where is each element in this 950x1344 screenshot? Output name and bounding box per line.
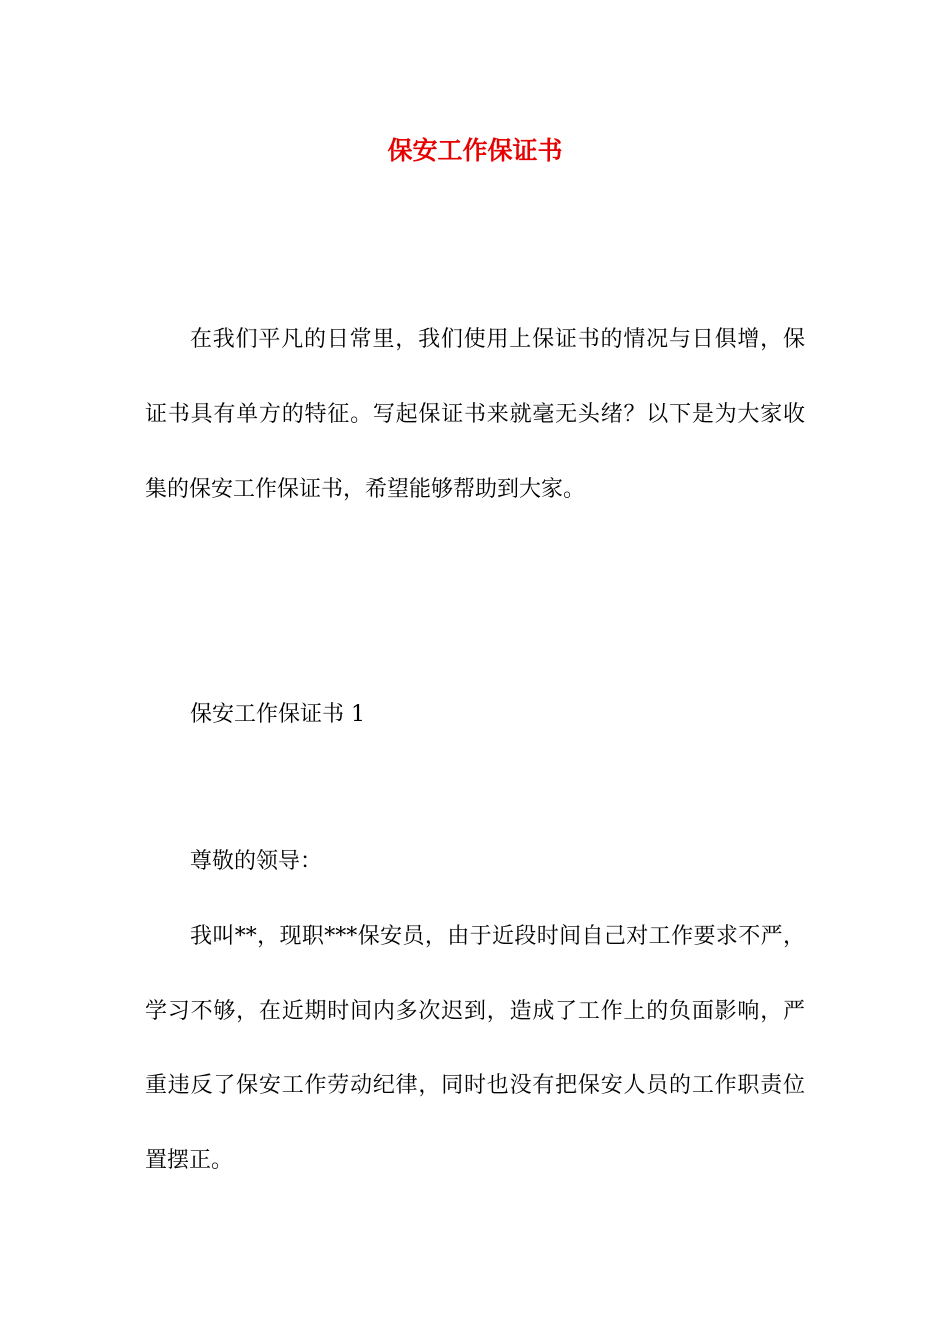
body-line-4: 置摆正。 [145, 1148, 234, 1173]
body-line-1: 我叫**，现职***保安员，由于近段时间自己对工作要求不严， [190, 924, 805, 949]
intro-line-3: 集的保安工作保证书，希望能够帮助到大家。 [145, 477, 586, 502]
salutation: 尊敬的领导： [190, 849, 323, 874]
body-line-2: 学习不够，在近期时间内多次迟到，造成了工作上的负面影响，严 [145, 999, 805, 1024]
intro-line-2: 证书具有单方的特征。写起保证书来就毫无头绪？以下是为大家收 [145, 402, 805, 427]
section-heading: 保安工作保证书 1 [190, 702, 365, 727]
document-title: 保安工作保证书 [387, 136, 563, 165]
body-line-3: 重违反了保安工作劳动纪律，同时也没有把保安人员的工作职责位 [145, 1073, 805, 1098]
intro-line-1: 在我们平凡的日常里，我们使用上保证书的情况与日俱增，保 [190, 327, 805, 352]
